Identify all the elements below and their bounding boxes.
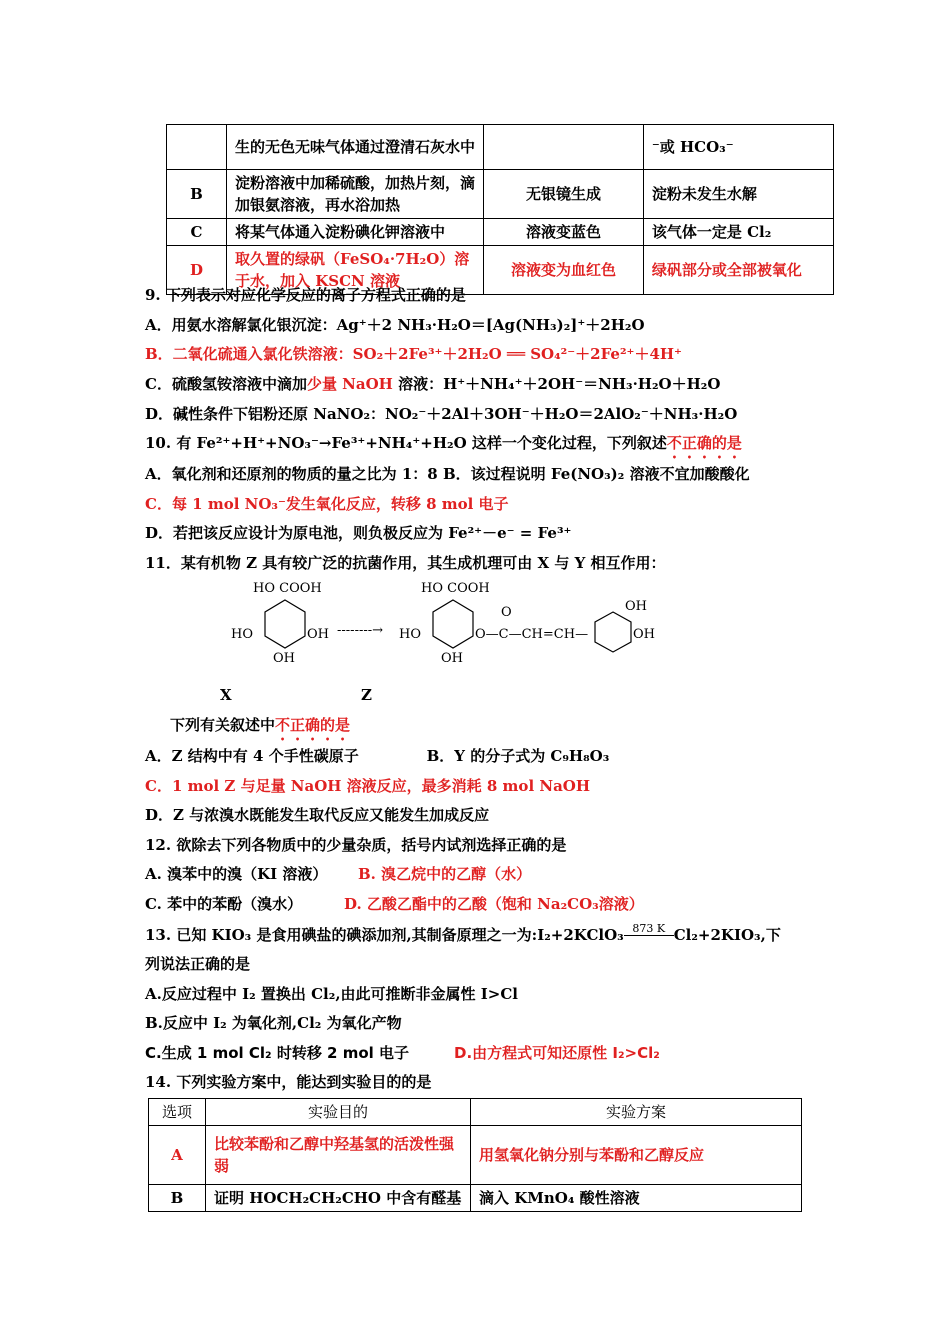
q14-stem: 14. 下列实验方案中，能达到实验目的的是: [145, 1073, 432, 1091]
cell-plan: 用氢氧化钠分别与苯酚和乙醇反应: [471, 1126, 802, 1185]
q12-stem: 12. 欲除去下列各物质中的少量杂质，括号内试剂选择正确的是: [145, 836, 567, 854]
q13-condition-text: 873 K: [632, 922, 666, 935]
cell-operation: 生的无色无味气体通过澄清石灰水中: [226, 125, 483, 170]
cell-label: B: [167, 170, 227, 219]
z-oh-right: OH: [633, 627, 655, 642]
cell-operation: 取久置的绿矾（FeSO₄·7H₂O）溶于水，加入 KSCN 溶液: [226, 246, 483, 295]
x-ho-left: HO: [231, 627, 253, 642]
q11-option-c: C．1 mol Z 与足量 NaOH 溶液反应，最多消耗 8 mol NaOH: [145, 777, 591, 795]
q13-condition: [624, 922, 674, 936]
q11-label-x: X: [220, 686, 232, 704]
q11-subquestion-text: 下列有关叙述中: [170, 716, 276, 734]
z-ring: [433, 600, 473, 648]
z-oh-top: OH: [625, 599, 647, 614]
table-row: [167, 170, 834, 219]
cell-conclusion: 绿矾部分或全部被氧化: [643, 246, 833, 295]
q13-option-c: C.生成 1 mol Cl₂ 时转移 2 mol 电子: [145, 1044, 410, 1062]
q12-option-c: C. 苯中的苯酚（溴水）: [145, 895, 303, 913]
q9-stem: 9. 下列表示对应化学反应的离子方程式正确的是: [145, 286, 466, 304]
cell-label: B: [149, 1185, 206, 1212]
cell-conclusion: 该气体一定是 Cl₂: [643, 219, 833, 246]
table-q14: [148, 1098, 802, 1212]
q9-option-c-pre: C．硫酸氢铵溶液中滴加: [145, 375, 307, 393]
z-oh-bottom: OH: [441, 651, 463, 666]
q10-option-d: D．若把该反应设计为原电池，则负极反应为 Fe²⁺－e⁻ = Fe³⁺: [145, 524, 572, 542]
z-benzene-ring: [595, 612, 631, 652]
reaction-arrow: --------→: [337, 623, 384, 638]
cell-plan: 滴入 KMnO₄ 酸性溶液: [471, 1185, 802, 1212]
table-header-row: [149, 1099, 802, 1126]
z-ho-cooh: HO COOH: [421, 581, 490, 596]
cell-phenomenon: 溶液变为血红色: [484, 246, 644, 295]
q10-stem-text: 10. 有 Fe²⁺+H⁺+NO₃⁻→Fe³⁺+NH₄⁺+H₂O 这样一个变化过程，下列叙述: [145, 434, 667, 452]
q9-option-c-highlight: 少量 NaOH: [306, 375, 393, 393]
q11-stem: 11．某有机物 Z 具有较广泛的抗菌作用，其生成机理可由 X 与 Y 相互作用：: [145, 554, 666, 572]
q12-option-d: D. 乙酸乙酯中的乙酸（饱和 Na₂CO₃溶液）: [344, 895, 644, 913]
x-ring: [265, 600, 305, 648]
q11-subquestion: [170, 714, 350, 744]
z-carbonyl-o: O: [501, 605, 512, 620]
cell-conclusion: 淀粉未发生水解: [643, 170, 833, 219]
q10-stem: [145, 432, 742, 462]
cell-operation: 淀粉溶液中加稀硫酸，加热片刻，滴加银氨溶液，再水浴加热: [226, 170, 483, 219]
table-row: [149, 1185, 802, 1212]
cell-conclusion: ⁻或 HCO₃⁻: [643, 125, 833, 170]
q13-option-a: A.反应过程中 I₂ 置换出 Cl₂,由此可推断非金属性 I>Cl: [145, 985, 518, 1003]
q10-stem-emphasis: 不正确的是: [666, 434, 742, 452]
q10-option-ab: A．氧化剂和还原剂的物质的量之比为 1：8 B．该过程说明 Fe(NO₃)₂ 溶液不宜加酸酸化: [145, 465, 750, 483]
table-row: [167, 125, 834, 170]
q11-structure-diagram: [225, 578, 665, 668]
cell-label: A: [149, 1126, 206, 1185]
x-ho-cooh: HO COOH: [253, 581, 322, 596]
q12-option-b: B. 溴乙烷中的乙醇（水）: [358, 865, 532, 883]
x-oh-bottom: OH: [273, 651, 295, 666]
header-goal: 实验目的: [206, 1099, 471, 1126]
q11-label-z: Z: [361, 686, 372, 704]
z-ester-chain: O—C—CH=CH—: [475, 627, 589, 642]
q9-option-a: A．用氨水溶解氯化银沉淀：Ag⁺＋2 NH₃·H₂O＝[Ag(NH₃)₂]⁺＋2H₂O: [145, 316, 645, 334]
q9-option-c: [145, 373, 720, 394]
cell-label: C: [167, 219, 227, 246]
q13-stem-post: Cl₂+2KIO₃,下: [673, 926, 781, 944]
q9-option-d: D．碱性条件下铝粉还原 NaNO₂：NO₂⁻＋2Al＋3OH⁻＋H₂O＝2AlO₂⁻＋NH₃·H₂O: [145, 405, 738, 423]
table-options-top: [166, 124, 834, 295]
cell-operation: 将某气体通入淀粉碘化钾溶液中: [226, 219, 483, 246]
q9-option-b: B．二氧化硫通入氯化铁溶液：SO₂＋2Fe³⁺＋2H₂O ══ SO₄²⁻＋2Fe²⁺＋4H⁺: [145, 345, 682, 363]
cell-phenomenon: [484, 125, 644, 170]
q12-option-a: A. 溴苯中的溴（KI 溶液）: [145, 865, 328, 883]
cell-goal: 证明 HOCH₂CH₂CHO 中含有醛基: [206, 1185, 471, 1212]
q13-option-d: D.由方程式可知还原性 I₂>Cl₂: [454, 1044, 660, 1062]
q11-option-ab: A．Z 结构中有 4 个手性碳原子 B．Y 的分子式为 C₉H₈O₃: [145, 747, 610, 765]
q11-subquestion-emphasis: 不正确的是: [275, 716, 351, 734]
q9-option-c-post: 溶液：H⁺＋NH₄⁺＋2OH⁻＝NH₃·H₂O＋H₂O: [392, 375, 721, 393]
q13-stem-line1: [145, 924, 781, 945]
cell-label: [167, 125, 227, 170]
q13-stem-pre: 13. 已知 KIO₃ 是食用碘盐的碘添加剂,其制备原理之一为:I₂+2KClO₃: [145, 926, 624, 944]
header-plan: 实验方案: [471, 1099, 802, 1126]
q13-option-b: B.反应中 I₂ 为氧化剂,Cl₂ 为氧化产物: [145, 1014, 402, 1032]
cell-phenomenon: 无银镜生成: [484, 170, 644, 219]
x-oh-right: OH: [307, 627, 329, 642]
cell-label: D: [167, 246, 227, 295]
q11-option-d: D．Z 与浓溴水既能发生取代反应又能发生加成反应: [145, 806, 490, 824]
q13-stem-line2: 列说法正确的是: [145, 955, 251, 973]
header-option: 选项: [149, 1099, 206, 1126]
q10-option-c: C．每 1 mol NO₃⁻发生氧化反应，转移 8 mol 电子: [145, 495, 509, 513]
table-row: [167, 219, 834, 246]
cell-phenomenon: 溶液变蓝色: [484, 219, 644, 246]
table-row: [149, 1126, 802, 1185]
cell-goal: 比较苯酚和乙醇中羟基氢的活泼性强弱: [206, 1126, 471, 1185]
z-ho-left: HO: [399, 627, 421, 642]
